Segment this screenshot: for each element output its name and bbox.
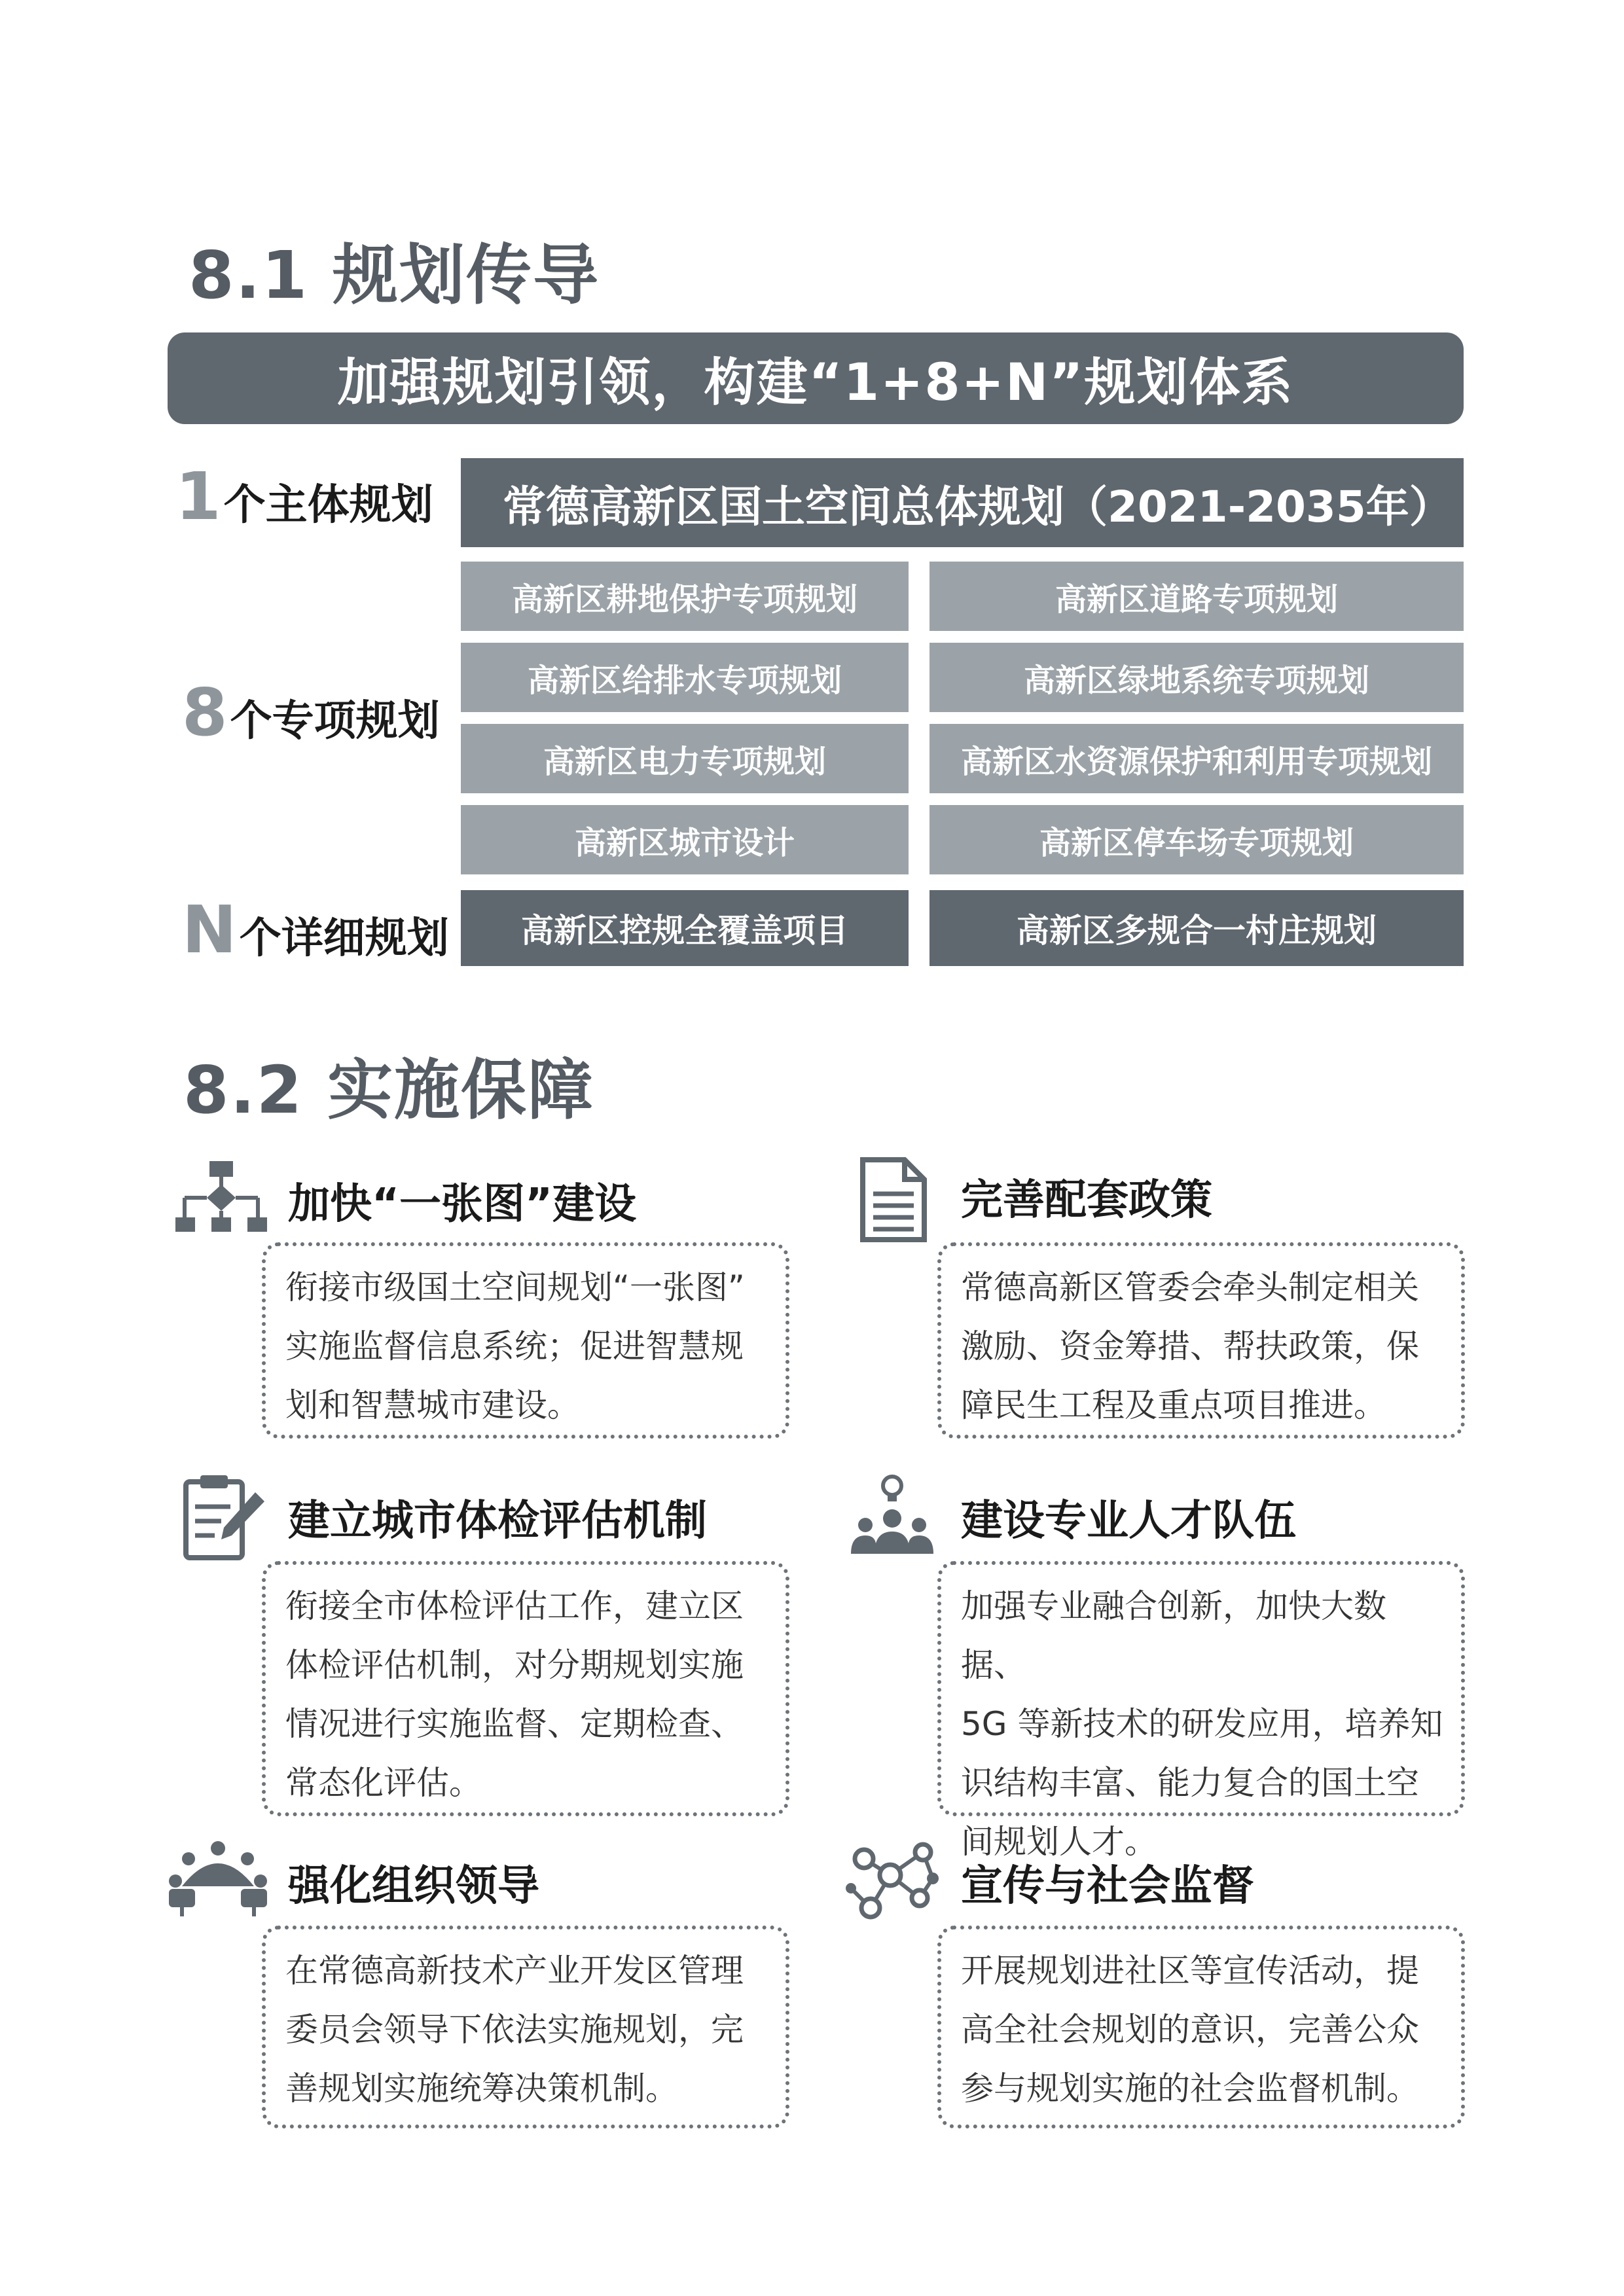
text-line: 体检评估机制，对分期规划实施 bbox=[285, 1646, 744, 1684]
document-icon bbox=[857, 1157, 929, 1242]
tier-label-8 bbox=[182, 674, 440, 751]
special-plan-cell: 高新区绿地系统专项规划 bbox=[929, 643, 1464, 712]
tier-text: 个详细规划 bbox=[239, 914, 449, 963]
text-line: 激励、资金筹措、帮扶政策，保 bbox=[961, 1327, 1419, 1365]
tier-number: 8 bbox=[182, 674, 228, 751]
item-text-box bbox=[262, 1926, 789, 2128]
text-line: 常态化评估。 bbox=[285, 1764, 482, 1802]
clipboard-edit-icon bbox=[182, 1473, 267, 1561]
special-plan-cell: 高新区耕地保护专项规划 bbox=[461, 562, 909, 631]
item-text-box bbox=[262, 1561, 789, 1816]
text-line: 高全社会规划的意识，完善公众 bbox=[961, 2011, 1419, 2049]
text-line: 5G 等新技术的研发应用，培养知 bbox=[961, 1705, 1443, 1743]
system-banner: 加强规划引领，构建“1+8+N”规划体系 bbox=[168, 332, 1464, 424]
detail-plan-cell: 高新区多规合一村庄规划 bbox=[929, 890, 1464, 966]
item-text-box bbox=[262, 1242, 789, 1439]
master-plan-cell: 常德高新区国土空间总体规划（2021-2035年） bbox=[461, 458, 1464, 547]
text-line: 开展规划进社区等宣传活动，提 bbox=[961, 1952, 1419, 1990]
text-line: 在常德高新技术产业开发区管理 bbox=[285, 1952, 744, 1990]
item-heading: 完善配套政策 bbox=[961, 1176, 1212, 1225]
special-plan-cell: 高新区城市设计 bbox=[461, 805, 909, 874]
text-line: 划和智慧城市建设。 bbox=[285, 1386, 580, 1424]
item-text-box bbox=[937, 1561, 1465, 1861]
network-icon bbox=[844, 1839, 943, 1924]
detail-plan-cell: 高新区控规全覆盖项目 bbox=[461, 890, 909, 966]
item-text-box bbox=[937, 1242, 1465, 1439]
meeting-table-icon bbox=[169, 1840, 267, 1919]
team-idea-icon bbox=[850, 1473, 935, 1558]
text-line: 委员会领导下依法实施规划，完 bbox=[285, 2011, 744, 2049]
text-line: 加强专业融合创新，加快大数据、 bbox=[961, 1587, 1386, 1684]
text-line: 常德高新区管委会牵头制定相关 bbox=[961, 1268, 1419, 1306]
section-title-8-2: 8.2 实施保障 bbox=[183, 1052, 594, 1128]
item-heading: 建设专业人才队伍 bbox=[961, 1497, 1296, 1545]
text-line: 识结构丰富、能力复合的国土空 bbox=[961, 1764, 1419, 1802]
text-line: 善规划实施统筹决策机制。 bbox=[285, 2070, 678, 2108]
special-plan-cell: 高新区水资源保护和利用专项规划 bbox=[929, 724, 1464, 793]
special-plan-cell: 高新区停车场专项规划 bbox=[929, 805, 1464, 874]
text-line: 参与规划实施的社会监督机制。 bbox=[961, 2070, 1419, 2108]
text-line: 障民生工程及重点项目推进。 bbox=[961, 1386, 1386, 1424]
special-plan-cell: 高新区给排水专项规划 bbox=[461, 643, 909, 712]
item-heading: 建立城市体检评估机制 bbox=[288, 1497, 707, 1545]
text-line: 衔接市级国土空间规划“一张图” bbox=[285, 1268, 745, 1306]
text-line: 实施监督信息系统；促进智慧规 bbox=[285, 1327, 744, 1365]
text-line: 衔接全市体检评估工作，建立区 bbox=[285, 1587, 744, 1625]
item-heading: 加快“一张图”建设 bbox=[288, 1180, 637, 1229]
item-heading: 强化组织领导 bbox=[288, 1862, 539, 1910]
special-plan-cell: 高新区电力专项规划 bbox=[461, 724, 909, 793]
tier-number: 1 bbox=[175, 458, 221, 535]
section-title-8-1: 8.1 规划传导 bbox=[189, 237, 600, 314]
text-line: 情况进行实施监督、定期检查、 bbox=[285, 1705, 744, 1743]
text-line: 间规划人才。 bbox=[961, 1823, 1157, 1861]
special-plan-cell: 高新区道路专项规划 bbox=[929, 562, 1464, 631]
tier-number: N bbox=[182, 891, 237, 968]
tier-label-1 bbox=[175, 458, 433, 535]
item-heading: 宣传与社会监督 bbox=[961, 1862, 1254, 1910]
item-text-box bbox=[937, 1926, 1465, 2128]
flowchart-icon bbox=[175, 1158, 267, 1237]
tier-text: 个专项规划 bbox=[230, 697, 440, 745]
tier-label-n bbox=[182, 891, 449, 968]
tier-text: 个主体规划 bbox=[223, 481, 433, 529]
